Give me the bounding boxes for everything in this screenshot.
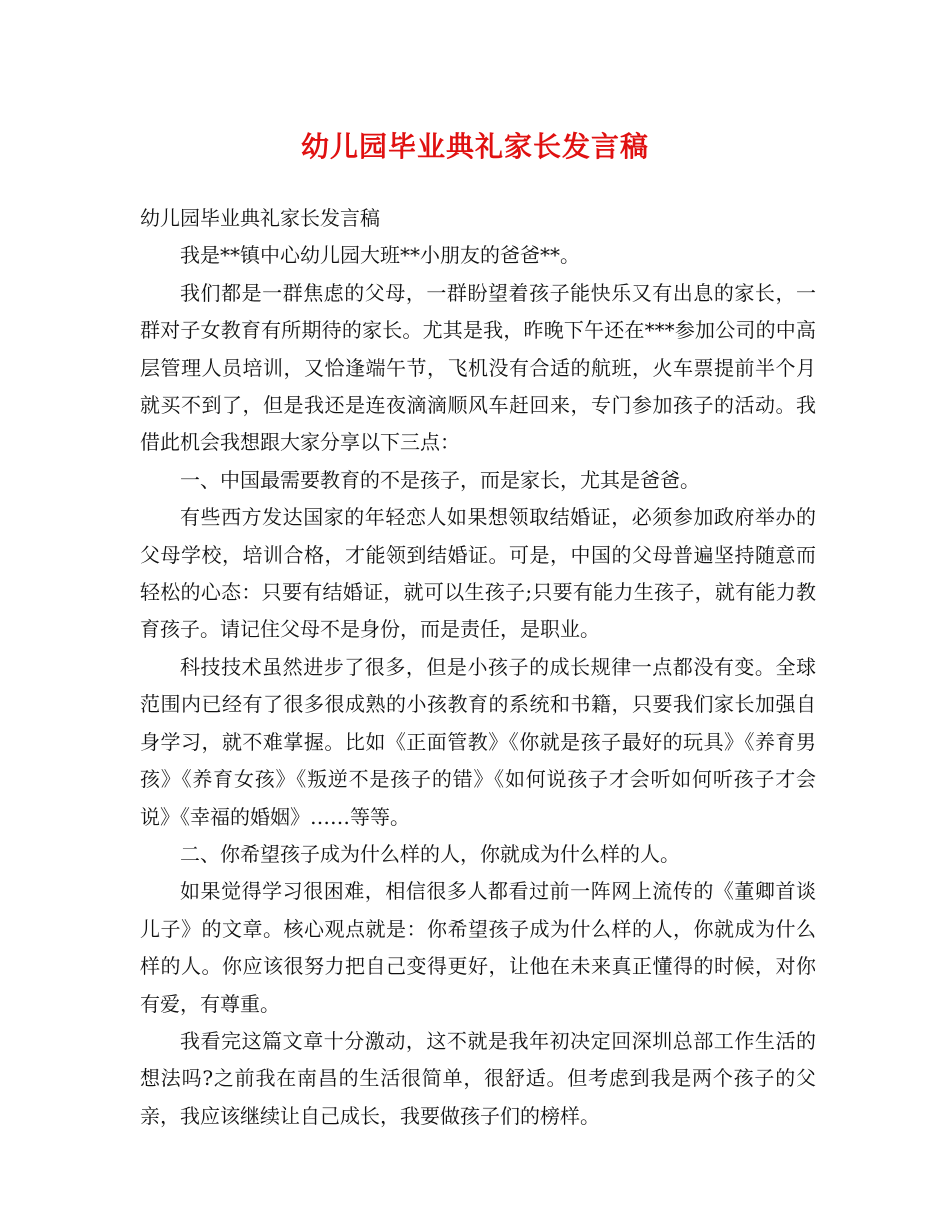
paragraph: 一、中国最需要教育的不是孩子，而是家长，尤其是爸爸。 — [180, 467, 700, 492]
document-body — [140, 200, 816, 1135]
paragraph: 二、你希望孩子成为什么样的人，你就成为什么样的人。 — [180, 841, 680, 866]
document-title: 幼儿园毕业典礼家长发言稿 — [300, 130, 649, 163]
paragraph: 如果觉得学习很困难，相信很多人都看过前一阵网上流传的《董卿首谈儿子》的文章。核心观点就是：你希望孩子成为什么样的人，你就成为什么样的人。你应该很努力把自己变得更好，让他在未来真正懂得的时候，对你有爱，有尊重。 — [140, 879, 816, 1016]
paragraph: 有些西方发达国家的年轻恋人如果想领取结婚证，必须参加政府举办的父母学校，培训合格，才能领到结婚证。可是，中国的父母普遍坚持随意而轻松的心态：只要有结婚证，就可以生孩子;只要有能力生孩子，就有能力教育孩子。请记住父母不是身份，而是责任，是职业。 — [140, 505, 816, 642]
paragraph: 幼儿园毕业典礼家长发言稿 — [140, 206, 380, 230]
paragraph: 我是**镇中心幼儿园大班**小朋友的爸爸**。 — [180, 243, 580, 268]
paragraph: 我们都是一群焦虑的父母，一群盼望着孩子能快乐又有出息的家长，一群对子女教育有所期待的家长。尤其是我，昨晚下午还在***参加公司的中高层管理人员培训，又恰逢端午节，飞机没有合适的航班，火车票提前半个月就买不到了，但是我还是连夜滴滴顺风车赶回来，专门参加孩子的活动。我借此机会我想跟大家分享以下三点： — [140, 280, 816, 455]
paragraph: 科技技术虽然进步了很多，但是小孩子的成长规律一点都没有变。全球范围内已经有了很多很成熟的小孩教育的系统和书籍，只要我们家长加强自身学习，就不难掌握。比如《正面管教》《你就是孩子最好的玩具》《养育男孩》《养育女孩》《叛逆不是孩子的错》《如何说孩子才会听如何听孩子才会说》《幸福的婚姻》……等等。 — [140, 654, 816, 829]
paragraph: 我看完这篇文章十分激动，这不就是我年初决定回深圳总部工作生活的想法吗?之前我在南昌的生活很简单，很舒适。但考虑到我是两个孩子的父亲，我应该继续让自己成长，我要做孩子们的榜样。 — [140, 1028, 816, 1128]
